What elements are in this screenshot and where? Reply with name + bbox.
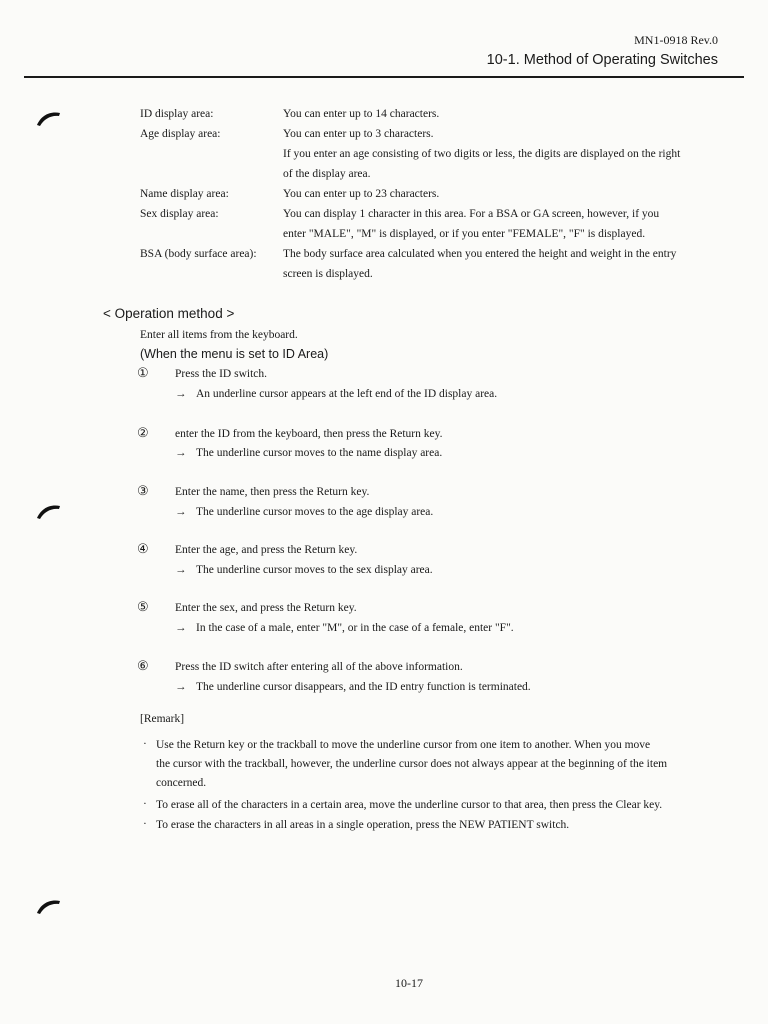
- area-text: The body surface area calculated when you entered the height and weight in the entry: [283, 248, 677, 260]
- bullet-icon: ·: [143, 738, 147, 750]
- step-number: ⑥: [137, 658, 149, 673]
- arrow-icon: →: [175, 388, 187, 400]
- document-id: MN1-0918 Rev.0: [634, 33, 718, 47]
- area-label: Age display area:: [140, 128, 221, 140]
- area-text: You can enter up to 23 characters.: [283, 188, 440, 200]
- step-number: ①: [137, 365, 149, 380]
- remark-line: To erase the characters in all areas in a single operation, press the NEW PATIENT switch.: [156, 819, 570, 831]
- arrow-icon: →: [175, 564, 187, 576]
- binder-mark-icon: [36, 898, 62, 914]
- remark-heading: [Remark]: [140, 713, 185, 725]
- area-label: Name display area:: [140, 188, 229, 200]
- arrow-icon: →: [175, 681, 187, 693]
- step-number: ⑤: [137, 599, 149, 614]
- section-title: 10-1. Method of Operating Switches: [486, 52, 718, 68]
- header-rule: [24, 76, 744, 78]
- operation-heading: < Operation method >: [103, 306, 235, 321]
- area-text: enter "MALE", "M" is displayed, or if you enter "FEMALE", "F" is displayed.: [283, 228, 646, 240]
- bullet-icon: ·: [143, 798, 147, 810]
- area-text: You can display 1 character in this area. For a BSA or GA screen, however, if you: [283, 208, 660, 220]
- arrow-icon: →: [175, 506, 187, 518]
- arrow-icon: →: [175, 447, 187, 459]
- area-text: You can enter up to 3 characters.: [283, 128, 434, 140]
- step-text: Enter the sex, and press the Return key.: [175, 602, 357, 614]
- step-result-text: The underline cursor moves to the name display area.: [196, 447, 443, 459]
- step-number: ②: [137, 425, 149, 440]
- step-text: Press the ID switch after entering all of the above information.: [175, 661, 463, 673]
- area-text: You can enter up to 14 characters.: [283, 108, 440, 120]
- step-result: [175, 447, 442, 459]
- step-text: Enter the name, then press the Return key.: [175, 486, 370, 498]
- area-label: ID display area:: [140, 108, 214, 120]
- step-result: [175, 564, 433, 576]
- step-result: [175, 388, 497, 400]
- operation-intro: Enter all items from the keyboard.: [140, 329, 298, 341]
- step-result-text: The underline cursor moves to the age display area.: [196, 506, 434, 518]
- area-label: Sex display area:: [140, 208, 219, 220]
- step-result-text: The underline cursor disappears, and the ID entry function is terminated.: [196, 681, 531, 693]
- remark-line: concerned.: [156, 777, 207, 789]
- page-number: 10-17: [395, 976, 423, 990]
- remark-line: the cursor with the trackball, however, the underline cursor does not always appear at the beginning of the item: [156, 758, 668, 770]
- binder-mark-icon: [36, 110, 62, 126]
- step-result: [175, 622, 514, 634]
- remark-line: To erase all of the characters in a certain area, move the underline cursor to that area, then press the Clear key.: [156, 799, 663, 811]
- step-number: ③: [137, 483, 149, 498]
- arrow-icon: →: [175, 622, 187, 634]
- area-label: BSA (body surface area):: [140, 248, 257, 260]
- area-text: of the display area.: [283, 168, 371, 180]
- step-result-text: The underline cursor moves to the sex display area.: [196, 564, 433, 576]
- step-text: Enter the age, and press the Return key.: [175, 544, 358, 556]
- binder-mark-icon: [36, 503, 62, 519]
- step-number: ④: [137, 541, 149, 556]
- step-text: enter the ID from the keyboard, then press the Return key.: [175, 428, 443, 440]
- step-result-text: An underline cursor appears at the left end of the ID display area.: [196, 388, 498, 400]
- step-text: Press the ID switch.: [175, 368, 267, 380]
- remark-line: Use the Return key or the trackball to move the underline cursor from one item to another. When you move: [156, 739, 651, 751]
- step-result-text: In the case of a male, enter "M", or in the case of a female, enter "F".: [196, 622, 514, 634]
- step-result: [175, 506, 433, 518]
- bullet-icon: ·: [143, 818, 147, 830]
- step-result: [175, 681, 531, 693]
- operation-subheading: (When the menu is set to ID Area): [140, 347, 329, 361]
- area-text: If you enter an age consisting of two digits or less, the digits are displayed on the right: [283, 148, 681, 160]
- area-text: screen is displayed.: [283, 268, 373, 280]
